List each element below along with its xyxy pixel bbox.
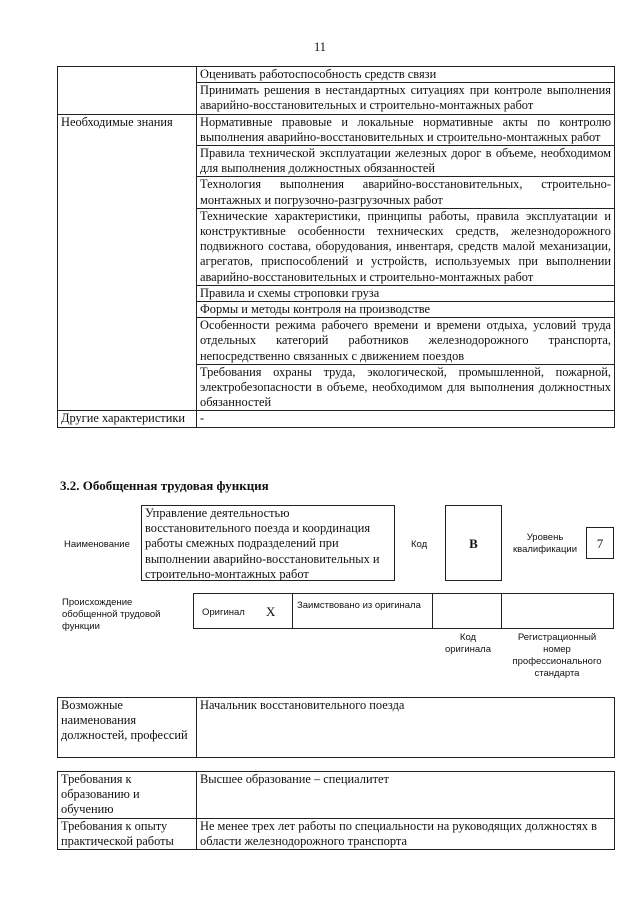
positions-table: [57, 697, 615, 758]
table-cell: Особенности режима рабочего времени и времени отдыха, условий труда отдельных категорий работников железнодорожного транспорта, непосредственно связанных с движением поездов: [197, 318, 615, 365]
table-cell: -: [197, 411, 615, 427]
borrowed-label: Заимствовано из оригинала: [297, 600, 421, 611]
origin-label: Происхождение обобщенной трудовой функции: [62, 597, 161, 632]
page-number: 11: [314, 40, 326, 54]
table-cell: Требования охраны труда, экологической, промышленной, пожарной, электробезопасности в объеме, необходимом для выполнения должностных обязанностей: [197, 364, 615, 411]
borrowed-box: [292, 593, 433, 629]
original-box: [193, 593, 293, 629]
skills-knowledge-table: [57, 66, 615, 428]
code-label: Код: [411, 539, 428, 550]
table-cell: Нормативные правовые и локальные нормативные акты по контролю выполнения аварийно-восстановительных и строительно-монтажных работ: [197, 114, 615, 145]
table-cell: Формы и методы контроля на производстве: [197, 302, 615, 318]
table-row: [58, 772, 615, 819]
code-value: B: [469, 536, 478, 551]
row-label-knowledge: Необходимые знания: [58, 114, 197, 411]
original-mark: X: [266, 604, 276, 619]
table-cell: Технические характеристики, принципы работы, правила эксплуатации и конструктивные особенности технических средств, железнодорожного подвижного состава, оборудования, инвентаря, средств малой механизации, агрегатов, приспособлений и устройств, используемых при выполнении аварийно-восстановительных и строительно-монтажных работ: [197, 208, 615, 285]
table-row: [58, 411, 615, 427]
name-label: Наименование: [64, 539, 130, 550]
positions-label: Возможные наименования должностей, профессий: [58, 698, 197, 758]
education-value: Высшее образование – специалитет: [197, 772, 615, 819]
original-label: Оригинал: [202, 607, 245, 618]
section-heading: 3.2. Обобщенная трудовая функция: [60, 478, 269, 493]
original-code-caption: Код оригинала: [444, 632, 491, 655]
positions-value: Начальник восстановительного поезда: [197, 698, 615, 758]
level-box: [586, 527, 614, 559]
registration-caption: Регистрационный номер профессионального стандарта: [512, 632, 602, 679]
row-label-empty: [58, 67, 197, 115]
education-label: Требования к образованию и обучению: [58, 772, 197, 819]
experience-value: Не менее трех лет работы по специальности на руководящих должностях в области железнодорожного транспорта: [197, 818, 615, 849]
level-value: 7: [596, 536, 604, 551]
table-cell: Оценивать работоспособность средств связи: [197, 67, 615, 83]
level-label: Уровень квалификации: [512, 532, 578, 555]
table-row: [58, 67, 615, 83]
table-row: [58, 818, 615, 849]
table-row: [58, 698, 615, 758]
table-cell: Правила и схемы строповки груза: [197, 285, 615, 301]
table-cell: Технология выполнения аварийно-восстановительных, строительно-монтажных и погрузочно-разгрузочных работ: [197, 177, 615, 208]
row-label-other: Другие характеристики: [58, 411, 197, 427]
table-row: [58, 114, 615, 145]
original-code-box: [432, 593, 502, 629]
registration-number-box: [501, 593, 614, 629]
code-box: [445, 505, 502, 581]
experience-label: Требования к опыту практической работы: [58, 818, 197, 849]
table-cell: Правила технической эксплуатации железных дорог в объеме, необходимом для выполнения должностных обязанностей: [197, 146, 615, 177]
requirements-table: [57, 771, 615, 850]
function-name-box: Управление деятельностью восстановительного поезда и координация работы смежных подразделений при выполнении аварийно-восстановительных и строительно-монтажных работ: [141, 505, 395, 581]
table-cell: Принимать решения в нестандартных ситуациях при контроле выполнения аварийно-восстановительных и строительно-монтажных работ: [197, 83, 615, 114]
